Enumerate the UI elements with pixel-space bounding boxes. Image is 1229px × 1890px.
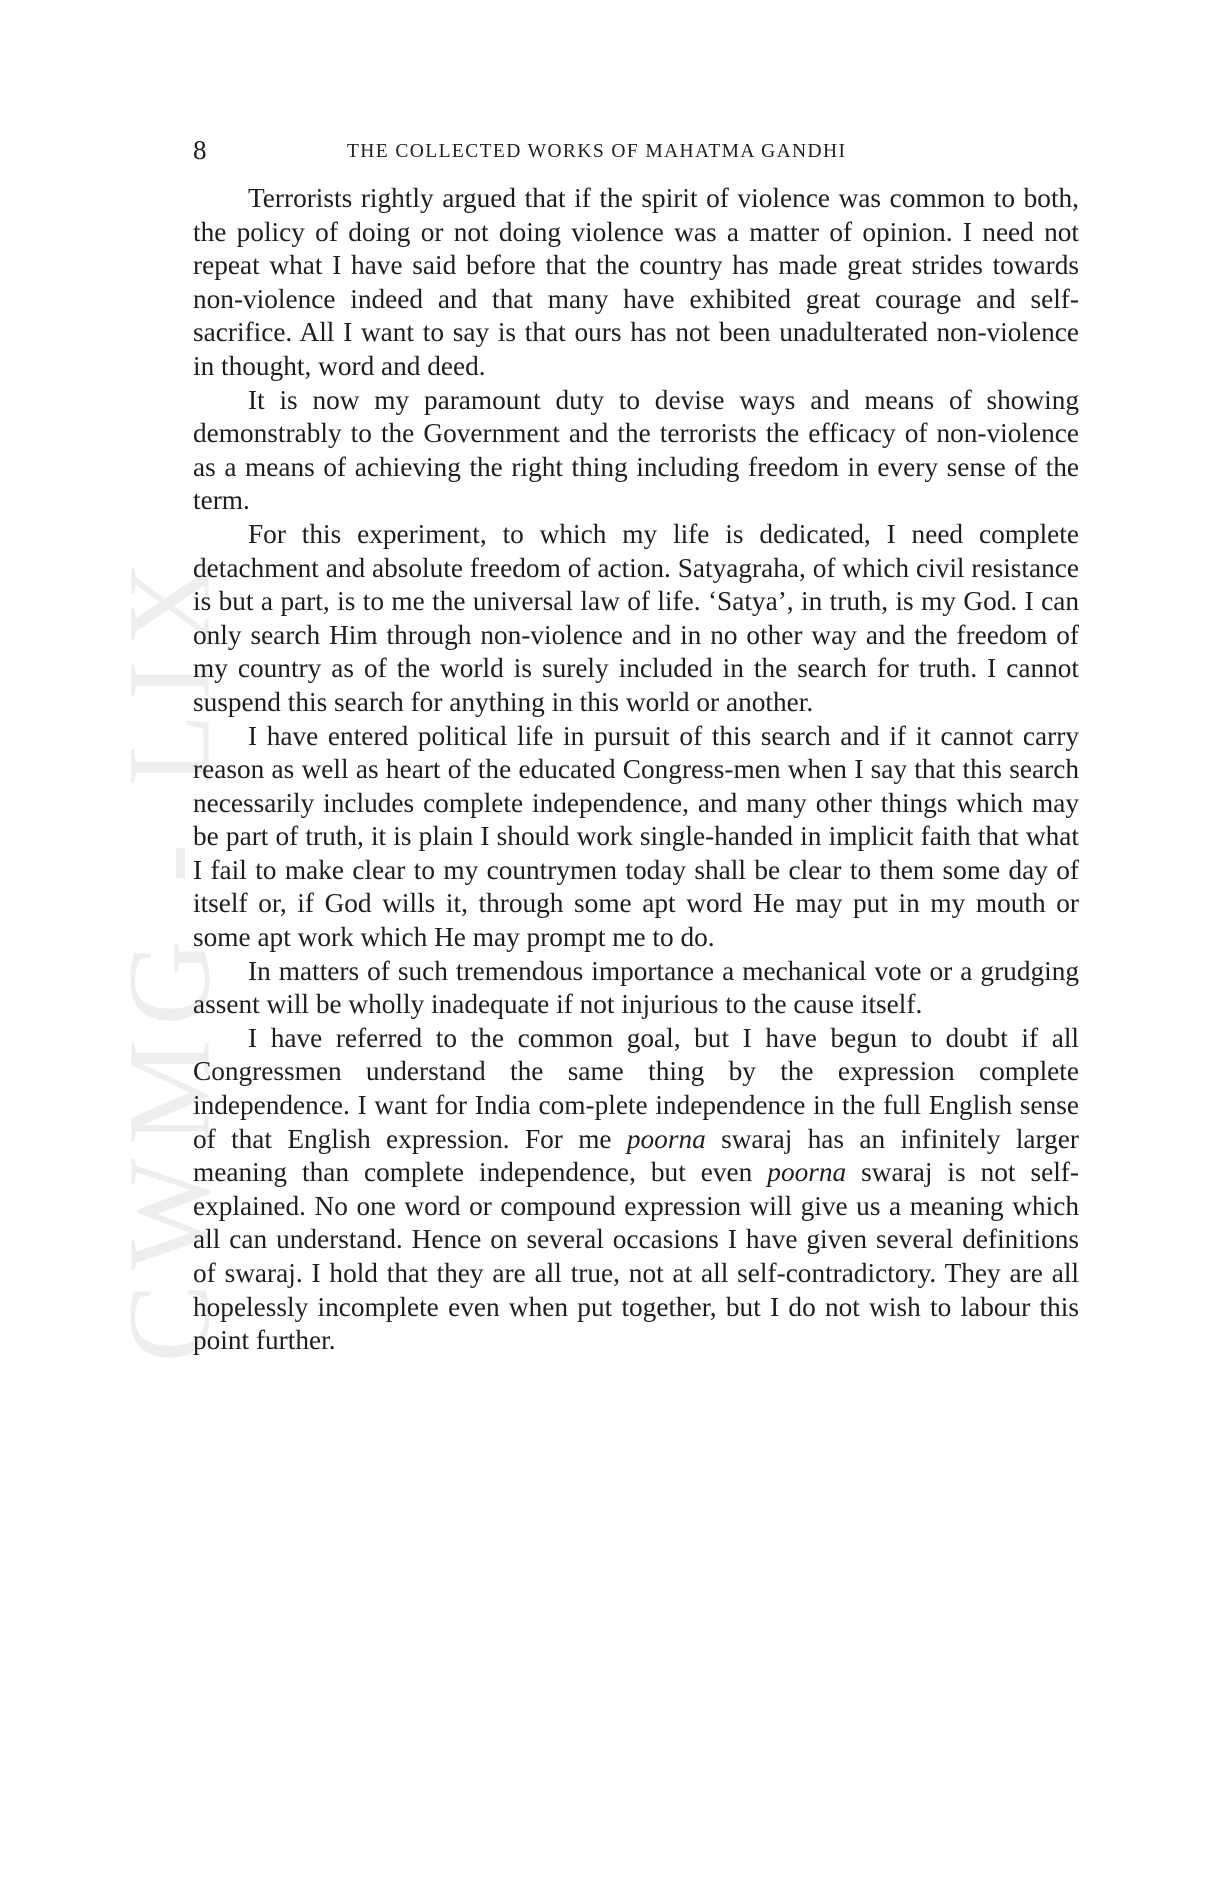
- paragraph-text: swaraj is not self-explained. No one word or compound expression will give us a meaning which all can understand. Hence on several occasions I have given several definitions of swaraj. I hold that they are all true, not at all self-contradictory. They are all hopelessly incomplete even when put together, but I do not wish to labour this point further.: [193, 1157, 1079, 1356]
- watermark-text: CWMG - LIX: [104, 547, 236, 1363]
- paragraph-text: Terrorists rightly argued that if the spirit of violence was common to both, the policy of doing or not doing violence was a matter of opinion. I need not repeat what I have said before that the country has made great strides towards non-violence indeed and that many have exhibited great courage and self-sacrifice. All I want to say is that ours has not been unadulterated non-violence in thought, word and deed.: [193, 183, 1079, 381]
- paragraph: [193, 1022, 1079, 1358]
- paragraph: [193, 720, 1079, 955]
- paragraph-text: I have referred to the common goal, but I have begun to doubt if all Congressmen understand the same thing by the expression complete independence. I want for India com-plete independence in the full English sense of that English expression. For me: [193, 1022, 1079, 1154]
- paragraph-text: In matters of such tremendous importance a mechanical vote or a grudging assent will be wholly inadequate if not injurious to the cause itself.: [193, 955, 1079, 1020]
- paragraph-text: It is now my paramount duty to devise ways and means of showing demonstrably to the Government and the terrorists the efficacy of non-violence as a means of achieving the right thing including freedom in every sense of the term.: [193, 384, 1079, 516]
- book-title: THE COLLECTED WORKS OF MAHATMA GANDHI: [347, 141, 847, 162]
- paragraph-text: swaraj has an infinitely larger meaning than complete independence, but even: [193, 1123, 1079, 1188]
- paragraph-text: I have entered political life in pursuit of this search and if it cannot carry reason as well as heart of the educated Congress-men when I say that this search necessarily includes complete independence, and many other things which may be part of truth, it is plain I should work single-handed in implicit faith that what I fail to make clear to my countrymen today shall be clear to them some day of itself or, if God wills it, through some apt word He may put in my mouth or some apt work which He may prompt me to do.: [193, 720, 1079, 953]
- paragraph: [193, 182, 1079, 384]
- italic-term: poorna: [626, 1123, 706, 1154]
- page-number: 8: [193, 135, 207, 165]
- running-head: [193, 133, 1079, 169]
- paragraph: [193, 955, 1079, 1022]
- italic-term: poorna: [767, 1157, 847, 1188]
- body-text: [193, 182, 1079, 1358]
- paragraph: [193, 384, 1079, 518]
- paragraph: [193, 518, 1079, 720]
- paragraph-text: For this experiment, to which my life is dedicated, I need complete detachment and absolute freedom of action. Satyagraha, of which civil resistance is but a part, is to me the universal law of life. ‘Satya’, in truth, is my God. I can only search Him through non-violence and in no other way and the freedom of my country as of the world is surely included in the search for truth. I cannot suspend this search for anything in this world or another.: [193, 518, 1079, 717]
